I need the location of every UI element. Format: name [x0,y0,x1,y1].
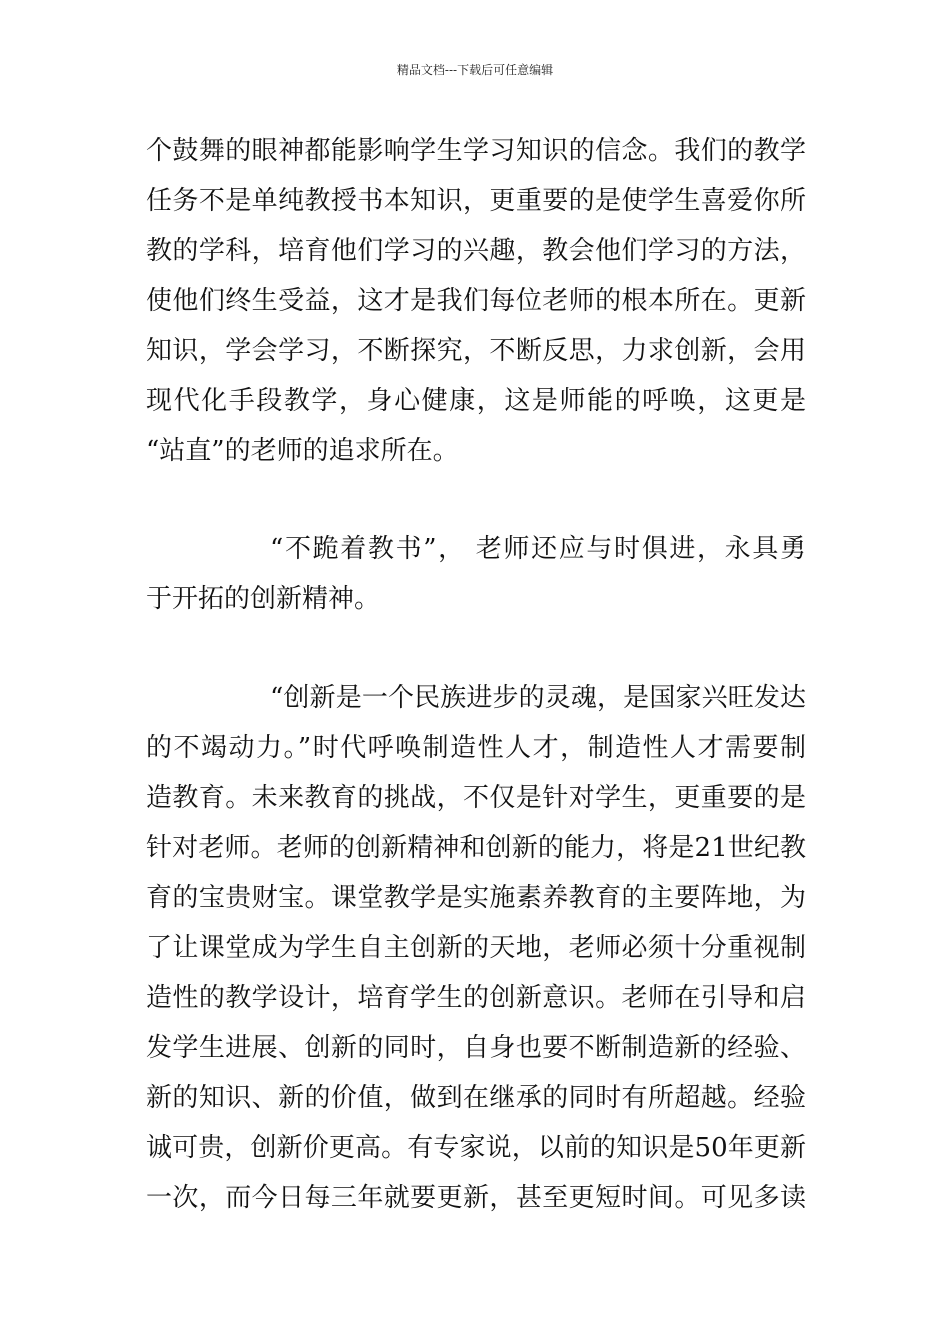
paragraph-3 [146,673,806,1223]
page-header: 精品文档---下载后可任意编辑 [396,63,554,77]
text-line: 知识，学会学习，不断探究，不断反思，力求创新，会用 [146,336,806,366]
text-line: “站直”的老师的追求所在。 [146,436,459,466]
text-line: 育的宝贵财宝。课堂教学是实施素养教育的主要阵地，为 [146,883,806,913]
text-line: 现代化手段教学，身心健康，这是师能的呼唤，这更是 [146,386,806,416]
text-line: 造教育。未来教育的挑战，不仅是针对学生，更重要的是 [146,783,806,813]
text-line: “创新是一个民族进步的灵魂，是国家兴旺发达 [270,683,806,713]
text-line: 新的知识、新的价值，做到在继承的同时有所超越。经验 [146,1083,806,1113]
text-line: 发学生进展、创新的同时，自身也要不断制造新的经验、 [146,1033,806,1063]
text-line: 造性的教学设计，培育学生的创新意识。老师在引导和启 [146,983,806,1013]
text-line: 使他们终生受益，这才是我们每位老师的根本所在。更新 [146,286,806,316]
text-line: 任务不是单纯教授书本知识，更重要的是使学生喜爱你所 [146,186,806,216]
paragraph-2 [146,524,806,624]
text-line: 了让课堂成为学生自主创新的天地，老师必须十分重视制 [146,933,806,963]
text-line: 针对老师。老师的创新精神和创新的能力，将是21世纪教 [146,833,806,863]
text-line: 一次，而今日每三年就要更新，甚至更短时间。可见多读 [146,1183,806,1213]
paragraph-1 [146,126,806,476]
text-line: “不跪着教书”， 老师还应与时俱进，永具勇 [270,534,806,564]
text-line: 诚可贵，创新价更高。有专家说，以前的知识是50年更新 [146,1133,806,1163]
text-line: 教的学科，培育他们学习的兴趣，教会他们学习的方法， [146,236,806,266]
text-line: 个鼓舞的眼神都能影响学生学习知识的信念。我们的教学 [146,136,806,166]
text-line: 于开拓的创新精神。 [146,584,381,614]
text-line: 的不竭动力。”时代呼唤制造性人才，制造性人才需要制 [146,733,806,763]
